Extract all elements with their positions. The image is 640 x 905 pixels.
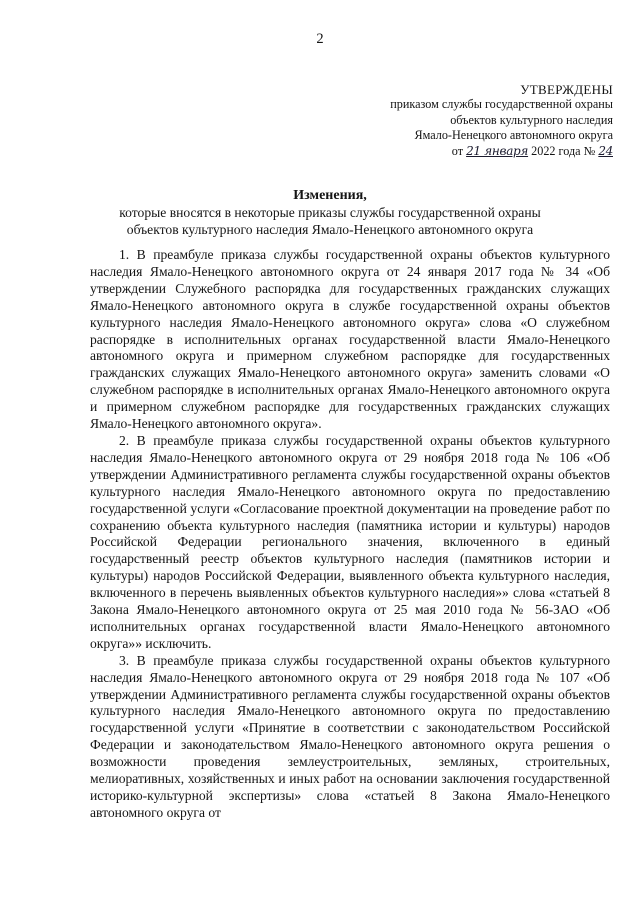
approval-date-line — [313, 144, 613, 159]
paragraph-2: 2. В преамбуле приказа службы государственной охраны объектов культурного наследия Ямало-Ненецкого автономного округа от 29 ноября 2018 года № 106 «Об утверждении Административного регламента службы государственной охраны объектов культурного наследия Ямало-Ненецкого автономного округа по предоставлению государственной услуги «Согласование проектной документации на проведение работ по сохранению объекта культурного наследия (памятника истории и культуры) народов Российской Федерации регионального значения, включенного в единый государственный реестр объектов культурного наследия (памятников истории и культуры) народов Российской Федерации, выявленного объекта культурного наследия, включенного в перечень выявленных объектов культурного наследия»» слова «статьей 8 Закона Ямало-Ненецкого автономного округа от 25 мая 2010 года № 56-ЗАО «Об исполнительных органах государственной власти Ямало-Ненецкого автономного округа»» исключить. — [90, 432, 610, 651]
approval-block — [313, 82, 613, 159]
document-subtitle-line-2: объектов культурного наследия Ямало-Ненецкого автономного округа — [126, 222, 534, 237]
approval-line-1: приказом службы государственной охраны — [390, 97, 613, 112]
document-subtitle-line-1: которые вносятся в некоторые приказы службы государственной охраны — [119, 205, 541, 220]
paragraph-1: 1. В преамбуле приказа службы государственной охраны объектов культурного наследия Ямало-Ненецкого автономного округа от 24 января 2017 года № 34 «Об утверждении Служебного распорядка для государственных гражданских служащих Ямало-Ненецкого автономного округа в службе государственной охраны объектов культурного наследия Ямало-Ненецкого автономного округа» слова «О служебном распорядке в исполнительных органах государственной власти Ямало-Ненецкого автономного округа и примерном служебном распорядке для государственных гражданских служащих Ямало-Ненецкого автономного округа» заменить словами «О служебном распорядке в исполнительных органах Ямало-Ненецкого автономного округа и примерном служебном распорядке для государственных гражданских служащих Ямало-Ненецкого автономного округа». — [90, 247, 610, 432]
approval-line-2: объектов культурного наследия — [450, 112, 613, 127]
paragraph-3: 3. В преамбуле приказа службы государственной охраны объектов культурного наследия Ямало-Ненецкого автономного округа от 29 ноября 2018 года № 107 «Об утверждении Административного регламента службы государственной охраны объектов культурного наследия Ямало-Ненецкого автономного округа по предоставлению государственной услуги «Принятие в соответствии с законодательством Российской Федерации и законодательством Ямало-Ненецкого автономного округа решения о возможности проведения землеустроительных, земляных, строительных, мелиоративных, хозяйственных и иных работ на основании заключения государственной историко-культурной экспертизы» слова «статьей 8 Закона Ямало-Ненецкого автономного округа от — [90, 652, 610, 820]
document-title-block — [60, 187, 600, 238]
handwritten-date: 21 января — [466, 143, 529, 158]
approval-line-3: Ямало-Ненецкого автономного округа — [414, 128, 613, 143]
handwritten-number: 24 — [598, 143, 613, 158]
date-prefix: от — [451, 143, 464, 158]
approval-heading: УТВЕРЖДЕНЫ — [520, 82, 613, 97]
document-title: Изменения, — [293, 188, 367, 203]
document-body — [90, 247, 610, 822]
page-number: 2 — [316, 31, 324, 47]
date-suffix: 2022 года № — [531, 143, 596, 158]
